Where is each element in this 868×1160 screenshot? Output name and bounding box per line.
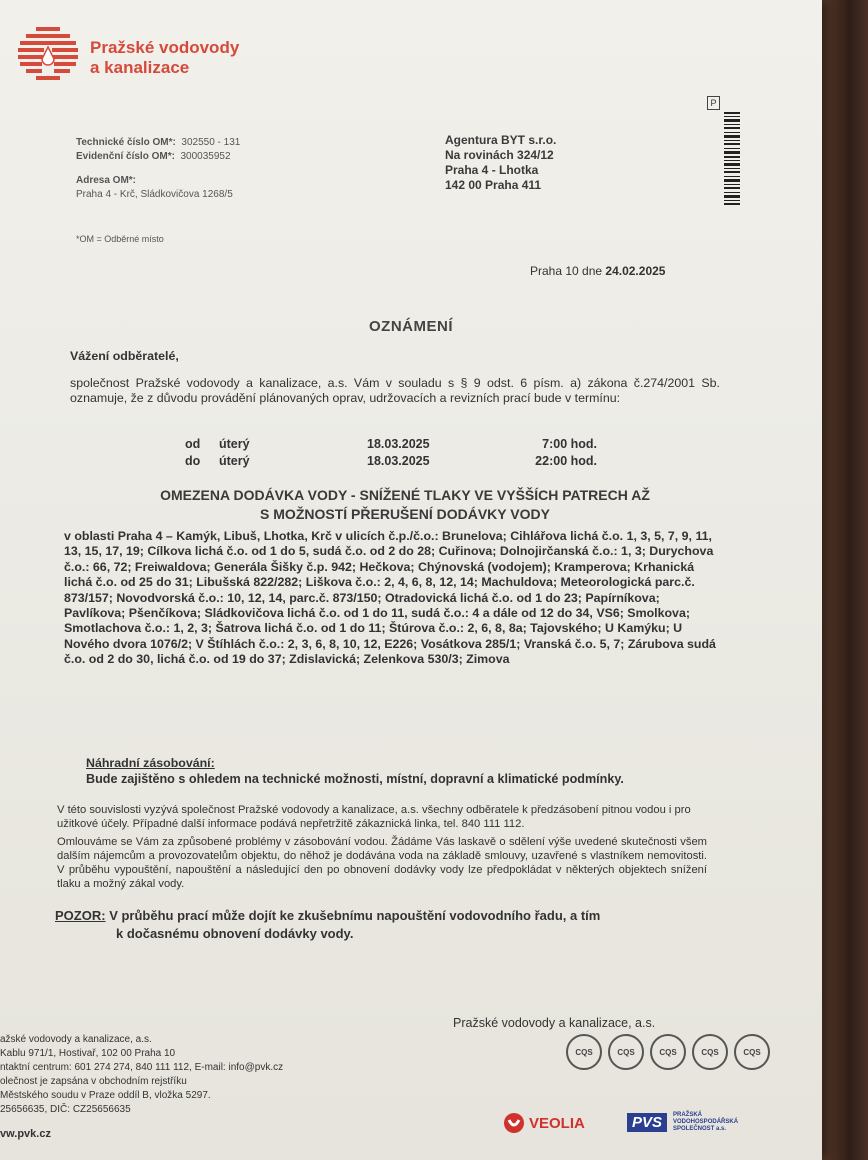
pvs-logo: [627, 1112, 738, 1133]
term-table: [185, 437, 597, 471]
footer-line: 25656635, DIČ: CZ25656635: [0, 1104, 131, 1115]
date-value: 24.02.2025: [605, 264, 666, 278]
signature: Pražské vodovody a kanalizace, a.s.: [453, 1016, 656, 1030]
footer-web-link[interactable]: vw.pvk.cz: [0, 1128, 51, 1140]
headline-line1: OMEZENA DODÁVKA VODY - SNÍŽENÉ TLAKY VE VYŠŠÍCH PATRECH AŽ: [160, 487, 650, 503]
cqs-seal-icon: CQS: [566, 1034, 602, 1070]
pozor-label: POZOR:: [55, 908, 106, 923]
paragraph-apology: Omlouváme se Vám za způsobené problémy v zásobování vodou. Žádáme Vás laskavě o sdělení výše uvedené skutečnosti všem dalším nájemcům a provozovatelům objektu, do něhož je dodávána voda na základě smlouvy, uzavřené s vlastníkem nemovitosti. V průběhu vypouštění, napouštění a následující den po obnovení dodávky vody lze předpokládat v některých objektech snížení tlaku a možný zákal vody.: [57, 836, 707, 890]
logo-line2: a kanalizace: [90, 58, 190, 77]
term-date: 18.03.2025: [367, 437, 430, 451]
recipient-address: [445, 133, 556, 193]
certification-seals: [566, 1034, 770, 1070]
term-time: 22:00 hod.: [535, 454, 597, 468]
tech-label: Technické číslo OM*:: [76, 137, 176, 148]
footer-line: Městského soudu v Praze oddíl B, vložka 5297.: [0, 1090, 211, 1101]
pozor-text2: k dočasnému obnovení dodávky vody.: [116, 926, 354, 941]
pozor-text1: V průběhu prací může dojít ke zkušebnímu napouštění vodovodního řadu, a tím: [109, 908, 601, 923]
term-day: úterý: [219, 437, 250, 451]
outage-headline: [60, 486, 750, 524]
recipient-line: 142 00 Praha 411: [445, 178, 542, 192]
supply-text: Bude zajištěno s ohledem na technické možnosti, místní, dopravní a klimatické podmínky.: [86, 772, 624, 786]
footer-line: Kablu 971/1, Hostivař, 102 00 Praha 10: [0, 1048, 176, 1059]
intro-paragraph: společnost Pražské vodovody a kanalizace, a.s. Vám v souladu s § 9 odst. 6 písm. a) zákona č.274/2001 Sb. oznamuje, že z důvodu provádění plánovaných oprav, udržovacích a revizních prací bude v termínu:: [70, 376, 720, 405]
headline-line2: S MOŽNOSTÍ PŘERUŠENÍ DODÁVKY VODY: [260, 506, 550, 522]
p-mark: P: [707, 96, 720, 110]
term-prep: do: [185, 454, 201, 468]
cqs-seal-icon: CQS: [650, 1034, 686, 1070]
adresa-label: Adresa OM*:: [76, 175, 137, 186]
om-meta: [76, 136, 240, 202]
pvs-mark: PVS: [627, 1113, 667, 1132]
pvs-text-line: PRAŽSKÁ: [673, 1112, 703, 1118]
evid-value: 300035952: [180, 151, 231, 162]
date-prefix: Praha 10 dne: [530, 264, 603, 278]
recipient-line: Na rovinách 324/12: [445, 148, 554, 162]
adresa-value: Praha 4 - Krč, Sládkovičova 1268/5: [76, 189, 233, 200]
table-background: [822, 0, 868, 1160]
recipient-line: Praha 4 - Lhotka: [445, 163, 539, 177]
tech-value: 302550 - 131: [181, 137, 241, 148]
veolia-text: VEOLIA: [529, 1114, 585, 1132]
evid-label: Evidenční číslo OM*:: [76, 151, 175, 162]
pvs-text-line: SPOLEČNOST a.s.: [673, 1126, 727, 1132]
barcode-icon: [722, 110, 742, 210]
term-row: [185, 437, 597, 454]
salutation: Vážení odběratelé,: [70, 349, 179, 363]
company-footer: [0, 1033, 283, 1141]
logo-line1: Pražské vodovody: [90, 38, 240, 57]
cqs-seal-icon: CQS: [608, 1034, 644, 1070]
recipient-line: Agentura BYT s.r.o.: [445, 133, 557, 147]
pvs-text: [673, 1112, 738, 1133]
term-prep: od: [185, 437, 201, 451]
term-time: 7:00 hod.: [542, 437, 597, 451]
term-date: 18.03.2025: [367, 454, 430, 468]
logo-wordmark: [90, 38, 239, 78]
pozor-note: [55, 907, 600, 943]
supply-heading: Náhradní zásobování:: [86, 756, 215, 770]
cqs-seal-icon: CQS: [734, 1034, 770, 1070]
paragraph-prestock: V této souvislosti vyzývá společnost Pražské vodovody a kanalizace, a.s. všechny odběratele k předzásobení pitnou vodou i pro užitkové účely. Případné další informace podává nepřetržitě zákaznická linka, tel. 840 111 112.: [57, 804, 691, 830]
pvs-text-line: VODOHOSPODÁŘSKÁ: [673, 1119, 739, 1125]
affected-streets: v oblasti Praha 4 – Kamýk, Libuš, Lhotka, Krč v ulicích č.p./č.o.: Brunelova; Cihlářova lichá č.o. 1, 3, 5, 7, 9, 11, 13, 15, 17, 19; Cílkova lichá č.o. od 1 do 5, sudá č.o. od 2 do 28; Cuřinova; Dolnojirčanská č.o.: 1, 3; Durychova č.o.: 66, 72; Freiwaldova; Generála Šišky č.p. 942; Hečkova; Chýnovská (vodojem); Kramperova; Krhanická lichá č.o. od 25 do 31; Libušská 822/282; Liškova č.o.: 2, 4, 6, 8, 12, 14; Machuldova; Meteorologická parc.č. 873/157; Novodvorská č.o.: 10, 12, 14, parc.č. 873/150; Otradovická lichá č.o. od 1 do 23; Papírníkova; Pavlíkova; Pšenčíkova; Sládkovičova lichá č.o. od 1 do 11, sudá č.o.: 4 a dále od 12 do 34, VS6; Smolkova; Smotlachova č.o.: 1, 2, 3; Šatrova lichá č.o. od 1 do 11; Štúrova č.o.: 2, 6, 8, 8a; Tajovského; U Kamýku; U Nového dvora 1076/2; V Štíhlách č.o.: 2, 3, 6, 8, 10, 12, E226; Vosátkova 285/1; Vranská č.o. 5, 7; Zárubova sudá č.o. od 2 do 30, lichá č.o. od 19 do 37; Zdislavická; Zelenkova 530/3; Zimova: [64, 529, 716, 667]
letter-date: [530, 264, 665, 278]
om-note: *OM = Odběrné místo: [76, 234, 164, 244]
footer-line: ntaktní centrum: 601 274 274, 840 111 112, E-mail: info@pvk.cz: [0, 1062, 284, 1073]
term-day: úterý: [219, 454, 250, 468]
cqs-seal-icon: CQS: [692, 1034, 728, 1070]
veolia-icon: [503, 1112, 525, 1134]
page-title: OZNÁMENÍ: [369, 318, 453, 335]
pvk-logo-icon: [18, 27, 78, 83]
footer-line: ažské vodovody a kanalizace, a.s.: [0, 1034, 152, 1045]
term-row: [185, 454, 597, 471]
veolia-logo: [503, 1112, 585, 1134]
footer-line: olečnost je zapsána v obchodním rejstříku: [0, 1076, 187, 1087]
